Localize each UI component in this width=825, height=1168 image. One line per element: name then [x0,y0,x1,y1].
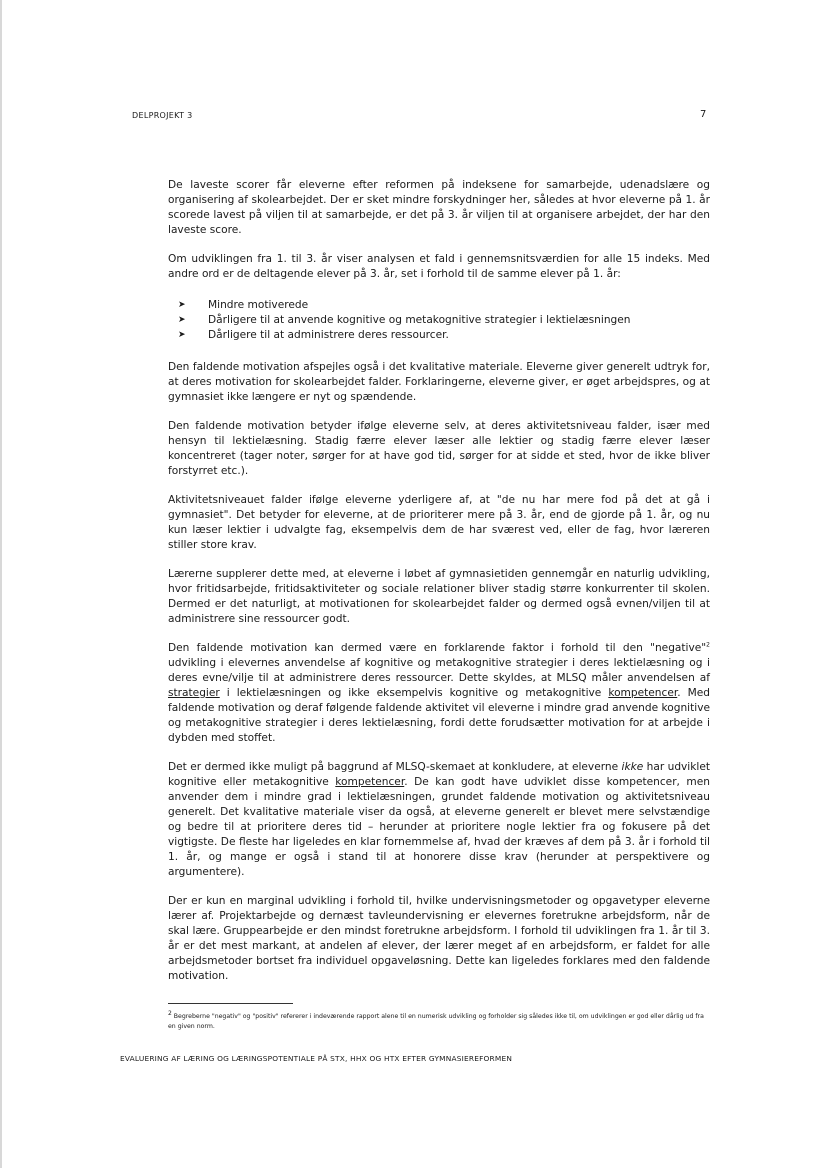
footnote: $^2$ Begreberne "negativ" og "positiv" refererer i indeværende rapport alene til en numerisk udvikling og forholder sig således ikke til, om udviklingen er god eller dårlig ud fra en given norm. [168,1009,704,1030]
paragraph-3: Den faldende motivation afspejles også i det kvalitative materiale. Eleverne giver generelt udtryk for, at deres motivation for skolearbejdet falder. Forklaringerne, eleverne giver, er øget arbejdspres, og at gymnasiet ikke længere er nyt og spændende. [168,361,710,403]
footnote-divider [168,1003,293,1004]
paragraph-2: Om udviklingen fra 1. til 3. år viser analysen et fald i gennemsnitsværdien for alle 15 indeks. Med andre ord er de deltagende elever på 3. år, set i forhold til de samme elever på 1. år: [168,253,710,280]
footnote-number: 2 [168,1009,172,1017]
running-footer-title: EVALUERING AF LÆRING OG LÆRINGSPOTENTIALE PÅ STX, HHX OG HTX EFTER GYMNASIEREFORMEN [120,1054,513,1063]
list-item: ➤ Dårligere til at administrere deres ressourcer. [178,329,449,341]
paragraph-8: Det er dermed ikke muligt på baggrund af MLSQ-skemaet at konkludere, at eleverne ikke har udviklet kognitive eller metakognitive kompetencer. De kan godt have udviklet disse kompetencer, men anvender dem i mindre grad i lektielæsningen, grundet faldende motivation og aktivitetsniveau generelt. Det kvalitative materiale viser da også, at eleverne generelt er blevet mere selvstændige og bedre til at prioritere deres tid – herunder at prioritere nogle lektier fra og fokusere på det vigtigste. De fleste har ligeledes en klar fornemmelse af, hvad der kræves af dem på 3. år i forhold til 1. år, og mange er også i stand til at honorere disse krav (herunder at perspektivere og argumentere). [168,761,710,878]
list-item: ➤ Mindre motiverede [178,299,309,311]
paragraph-1: De laveste scorer får eleverne efter reformen på indeksene for samarbejde, udenadslære og organisering af skolearbejdet. Der er sket mindre forskydninger her, således at hvor eleverne på 1. år scorede lavest på viljen til at samarbejde, er det på 3. år viljen til at organisere arbejdet, der har den laveste score. [168,179,710,236]
body-text [168,178,710,998]
page-number: 7 [700,109,707,120]
paragraph-4: Den faldende motivation betyder ifølge eleverne selv, at deres aktivitetsniveau falder, især med hensyn til lektielæsning. Stadig færre elever læser alle lektier og stadig færre elever læser koncentreret (tager noter, sørger for at have god tid, sørger for at sidde et sted, hvor de ikke bliver forstyrret etc.). [168,420,710,477]
bullet-list [168,298,710,343]
paragraph-5: Aktivitetsniveauet falder ifølge eleverne yderligere af, at "de nu har mere fod på det at gå i gymnasiet". Det betyder for eleverne, at de prioriterer mere på 3. år, end de gjorde på 1. år, og nu kun læser lektier i udvalgte fag, eksempelvis dem de har sværest ved, eller de fag, hvor læreren stiller store krav. [168,494,710,551]
footnote-ref: 2 [706,641,710,649]
running-header-section: DELPROJEKT 3 [132,111,193,120]
paragraph-9: Der er kun en marginal udvikling i forhold til, hvilke undervisningsmetoder og opgavetyper eleverne lærer af. Projektarbejde og dernæst tavleundervisning er elevernes foretrukne arbejdsform, når de skal lære. Gruppearbejde er den mindst foretrukne arbejdsform. I forhold til udviklingen fra 1. år til 3. år er det mest markant, at andelen af elever, der lærer meget af en arbejdsform, er faldet for alle arbejdsmetoder bortset fra individuel opgaveløsning. Dette kan ligeledes forklares med den faldende motivation. [168,895,710,982]
list-item: ➤ Dårligere til at anvende kognitive og metakognitive strategier i lektielæsningen [178,314,631,326]
paragraph-7: Den faldende motivation kan dermed være en forklarende faktor i forhold til den "negative"$^2$ udvikling i elevernes anvendelse af kognitive og metakognitive strategier i deres lektielæsning og i deres evne/vilje til at administrere deres ressourcer. Dette skyldes, at MLSQ måler anvendelsen af strategier i lektielæsningen og ikke eksempelvis kognitive og metakognitive kompetencer. Med faldende motivation og deraf følgende faldende aktivitet vil eleverne i mindre grad anvende kognitive og metakognitive strategier i deres lektielæsning, fordi dette forudsætter motivation for at arbejde i dybden med stoffet. [168,641,710,744]
scan-edge [0,0,2,1168]
arrowhead-bullet-icon: ➤ [178,330,186,340]
arrowhead-bullet-icon: ➤ [178,300,186,310]
arrowhead-bullet-icon: ➤ [178,315,186,325]
paragraph-6: Lærerne supplerer dette med, at eleverne i løbet af gymnasietiden gennemgår en naturlig udvikling, hvor fritidsarbejde, fritidsaktiviteter og sociale relationer bliver stadig større konkurrenter til skolen. Dermed er det naturligt, at motivationen for skolearbejdet falder og dermed også evnen/viljen til at administrere sine ressourcer godt. [168,568,710,625]
